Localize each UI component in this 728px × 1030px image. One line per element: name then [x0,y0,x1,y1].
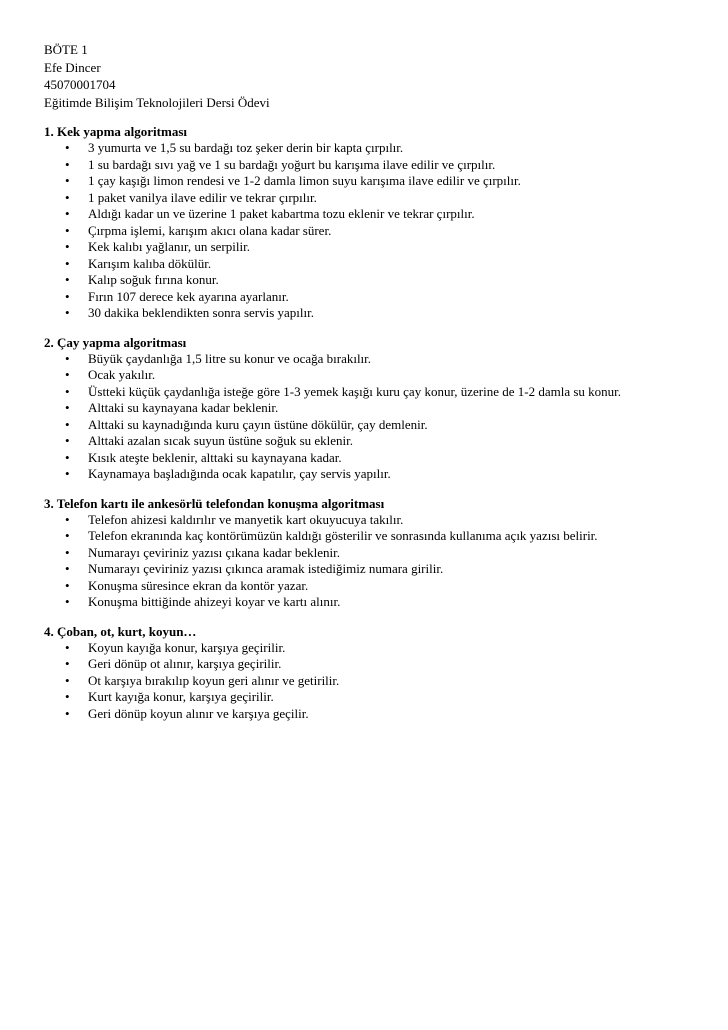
step-text: Üstteki küçük çaydanlığa isteğe göre 1-3 yemek kaşığı kuru çay konur, üzerine de 1-2 damla su konur. [88,383,622,399]
algorithm-section [44,123,714,322]
step-text: Alttaki su kaynadığında kuru çayın üstüne dökülür, çay demlenir. [88,416,428,432]
bullet-icon: • [65,239,70,254]
algorithm-section [44,334,714,483]
bullet-icon: • [65,639,70,655]
section-title: 4. Çoban, ot, kurt, koyun… [44,623,197,639]
list-item [44,305,714,322]
bullet-icon: • [65,511,70,527]
bullet-icon: • [65,222,70,238]
step-text: Konuşma bittiğinde ahizeyi koyar ve kartı alınır. [88,594,341,609]
list-item [44,351,714,368]
section-title: 3. Telefon kartı ile ankesörlü telefondan konuşma algoritması [44,495,385,511]
step-text: Kurt kayığa konur, karşıya geçirilir. [88,689,274,704]
step-list [44,640,714,723]
list-item [44,289,714,306]
course-code: BÖTE 1 [44,42,88,57]
step-text: Kaynamaya başladığında ocak kapatılır, çay servis yapılır. [88,466,391,481]
step-text: Karışım kalıba dökülür. [88,255,212,271]
list-item [44,400,714,417]
list-item [44,384,714,401]
bullet-icon: • [65,367,70,382]
list-item [44,173,714,190]
step-text: Telefon ekranında kaç kontörümüzün kaldığı gösterilir ve sonrasında kullanıma açık yazısı belirir. [88,528,598,543]
list-item [44,656,714,673]
step-text: Alttaki azalan sıcak suyun üstüne soğuk su eklenir. [88,433,354,448]
bullet-icon: • [65,705,70,721]
list-item [44,239,714,256]
step-text: Ot karşıya bırakılıp koyun geri alınır ve getirilir. [88,672,340,688]
bullet-icon: • [65,544,70,560]
step-text: Geri dönüp ot alınır, karşıya geçirilir. [88,656,282,671]
step-list [44,351,714,483]
step-text: Koyun kayığa konur, karşıya geçirilir. [88,639,286,655]
step-text: 1 çay kaşığı limon rendesi ve 1-2 damla limon suyu karışıma ilave edilir ve çırpılır. [88,173,521,188]
step-text: 30 dakika beklendikten sonra servis yapılır. [88,305,315,320]
step-text: Geri dönüp koyun alınır ve karşıya geçilir. [88,705,309,721]
section-title: 2. Çay yapma algoritması [44,334,187,350]
step-text: Konuşma süresince ekran da kontör yazar. [88,577,309,593]
bullet-icon: • [65,305,70,320]
list-item [44,223,714,240]
bullet-icon: • [65,206,70,221]
list-item [44,561,714,578]
step-text: Aldığı kadar un ve üzerine 1 paket kabartma tozu eklenir ve tekrar çırpılır. [88,206,475,221]
step-text: 1 su bardağı sıvı yağ ve 1 su bardağı yoğurt bu karışıma ilave edilir ve çırpılır. [88,156,496,172]
list-item [44,256,714,273]
bullet-icon: • [65,255,70,271]
step-text: Çırpma işlemi, karışım akıcı olana kadar sürer. [88,222,332,238]
list-item [44,706,714,723]
algorithm-section [44,623,714,723]
bullet-icon: • [65,466,70,481]
bullet-icon: • [65,449,70,465]
list-item [44,528,714,545]
algorithm-section [44,495,714,611]
step-text: Kalıp soğuk fırına konur. [88,272,219,287]
step-text: Numarayı çeviriniz yazısı çıkana kadar beklenir. [88,544,340,560]
bullet-icon: • [65,400,70,415]
list-item [44,545,714,562]
sections-container [44,123,714,722]
bullet-icon: • [65,689,70,704]
list-item [44,190,714,207]
list-item [44,466,714,483]
step-text: Kek kalıbı yağlanır, un serpilir. [88,239,250,254]
bullet-icon: • [65,528,70,543]
list-item [44,450,714,467]
bullet-icon: • [65,383,70,399]
list-item [44,640,714,657]
list-item [44,367,714,384]
bullet-icon: • [65,156,70,172]
step-text: 1 paket vanilya ilave edilir ve tekrar çırpılır. [88,189,317,205]
section-title: 1. Kek yapma algoritması [44,124,187,139]
list-item [44,689,714,706]
bullet-icon: • [65,672,70,688]
bullet-icon: • [65,288,70,304]
bullet-icon: • [65,594,70,609]
step-list [44,512,714,611]
step-text: Numarayı çeviriniz yazısı çıkınca aramak istediğimiz numara girilir. [88,561,444,576]
step-text: Ocak yakılır. [88,367,156,382]
bullet-icon: • [65,350,70,366]
student-number: 45070001704 [44,77,116,92]
list-item [44,157,714,174]
document-header [44,41,714,111]
assignment-title: Eğitimde Bilişim Teknolojileri Dersi Ödevi [44,94,270,110]
list-item [44,433,714,450]
list-item [44,272,714,289]
bullet-icon: • [65,577,70,593]
document-page [44,41,714,734]
student-name: Efe Dincer [44,59,101,75]
bullet-icon: • [65,189,70,205]
list-item [44,512,714,529]
step-text: Fırın 107 derece kek ayarına ayarlanır. [88,288,289,304]
list-item [44,578,714,595]
bullet-icon: • [65,656,70,671]
step-text: Kısık ateşte beklenir, alttaki su kaynayana kadar. [88,449,342,465]
bullet-icon: • [65,561,70,576]
list-item [44,140,714,157]
list-item [44,673,714,690]
list-item [44,206,714,223]
bullet-icon: • [65,272,70,287]
list-item [44,594,714,611]
step-text: Telefon ahizesi kaldırılır ve manyetik kart okuyucuya takılır. [88,511,404,527]
bullet-icon: • [65,173,70,188]
bullet-icon: • [65,140,70,155]
step-text: Büyük çaydanlığa 1,5 litre su konur ve ocağa bırakılır. [88,350,372,366]
bullet-icon: • [65,416,70,432]
step-text: 3 yumurta ve 1,5 su bardağı toz şeker derin bir kapta çırpılır. [88,140,404,155]
list-item [44,417,714,434]
step-text: Alttaki su kaynayana kadar beklenir. [88,400,279,415]
bullet-icon: • [65,433,70,448]
step-list [44,140,714,322]
